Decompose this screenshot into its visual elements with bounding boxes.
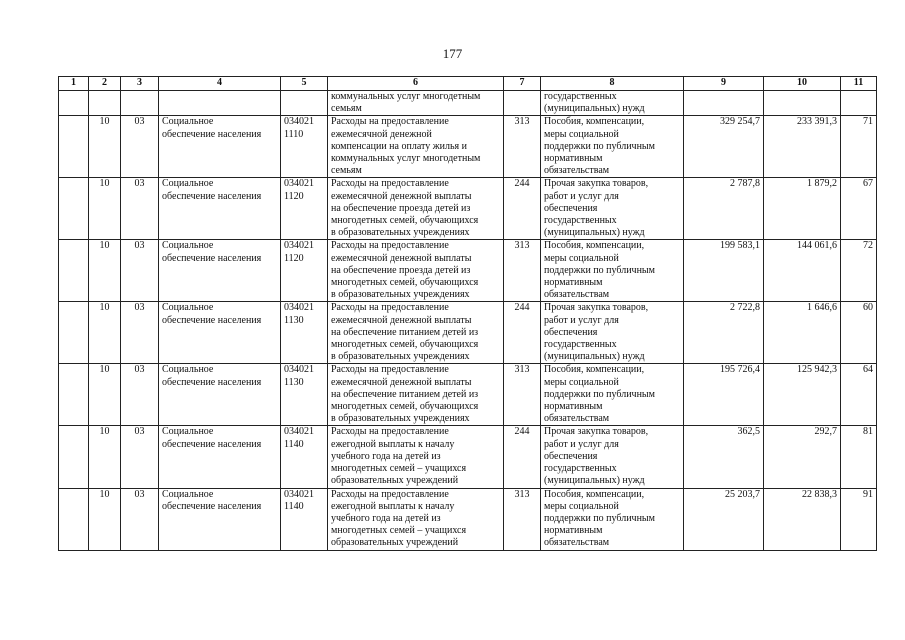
row-number-cell — [59, 302, 89, 364]
expense-description — [328, 302, 504, 364]
text-line: 1140 — [284, 500, 304, 512]
text-line: государственных — [544, 463, 617, 475]
expense-description — [328, 178, 504, 240]
text-line: Расходы на предоставление — [331, 178, 449, 190]
table-row — [59, 364, 877, 426]
section-code: 10 — [89, 426, 121, 488]
text-line: Прочая закупка товаров, — [544, 302, 649, 314]
column-header: 9 — [684, 77, 764, 91]
row-number-cell — [59, 178, 89, 240]
text-line: обеспечение населения — [162, 252, 262, 264]
expense-description — [328, 240, 504, 302]
text-line: нормативным — [544, 153, 603, 165]
text-line: в образовательных учреждениях — [331, 289, 470, 301]
executed-amount: 233 391,3 — [764, 116, 841, 178]
expense-type — [541, 364, 684, 426]
planned-amount: 329 254,7 — [684, 116, 764, 178]
budget-table — [58, 76, 877, 551]
target-article-code — [281, 364, 328, 426]
text-line: Расходы на предоставление — [331, 426, 449, 438]
expense-type — [541, 91, 684, 116]
text-line: коммунальных услуг многодетным — [331, 153, 481, 165]
page-number: 177 — [442, 46, 463, 61]
table-row — [59, 426, 877, 488]
execution-percent: 71 — [841, 116, 877, 178]
row-number-cell — [59, 426, 89, 488]
text-line: многодетных семей – учащихся — [331, 463, 467, 475]
text-line: Расходы на предоставление — [331, 364, 449, 376]
expense-type-code: 313 — [504, 364, 541, 426]
execution-percent: 72 — [841, 240, 877, 302]
text-line: ежемесячной денежной выплаты — [331, 190, 472, 202]
text-line: Социальное — [162, 178, 214, 190]
text-line: многодетных семей, обучающихся — [331, 215, 479, 227]
target-article-code — [281, 426, 328, 488]
text-line: (муниципальных) нужд — [544, 351, 645, 363]
text-line: Социальное — [162, 302, 214, 314]
text-line: в образовательных учреждениях — [331, 351, 470, 363]
subsection-code: 03 — [121, 240, 159, 302]
section-code: 10 — [89, 240, 121, 302]
executed-amount: 125 942,3 — [764, 364, 841, 426]
planned-amount: 199 583,1 — [684, 240, 764, 302]
target-article-code — [281, 302, 328, 364]
section-code: 10 — [89, 488, 121, 550]
table-row — [59, 240, 877, 302]
text-line: компенсации на оплату жилья и — [331, 140, 467, 152]
expense-type — [541, 178, 684, 240]
text-line: обеспечение населения — [162, 190, 262, 202]
text-line: Пособия, компенсации, — [544, 116, 645, 128]
text-line: семьям — [331, 103, 362, 115]
expense-description — [328, 364, 504, 426]
expense-description — [328, 426, 504, 488]
text-line: Прочая закупка товаров, — [544, 178, 649, 190]
column-header: 2 — [89, 77, 121, 91]
column-header: 5 — [281, 77, 328, 91]
section-name — [159, 364, 281, 426]
text-line: обязательствам — [544, 537, 610, 549]
text-line: обеспечения — [544, 202, 598, 214]
table-row — [59, 302, 877, 364]
expense-type-code: 244 — [504, 302, 541, 364]
expense-description — [328, 91, 504, 116]
section-code: 10 — [89, 116, 121, 178]
expense-type-code: 244 — [504, 178, 541, 240]
section-name — [159, 302, 281, 364]
text-line: на обеспечение питанием детей из — [331, 326, 479, 338]
text-line: ежемесячной денежной выплаты — [331, 314, 472, 326]
text-line: 1130 — [284, 376, 304, 388]
execution-percent: 81 — [841, 426, 877, 488]
text-line: на обеспечение проезда детей из — [331, 202, 471, 214]
subsection-code: 03 — [121, 302, 159, 364]
text-line: Пособия, компенсации, — [544, 488, 645, 500]
text-line: ежегодной выплаты к началу — [331, 438, 455, 450]
text-line: 034021 — [284, 364, 314, 376]
expense-type — [541, 426, 684, 488]
expense-type-code: 313 — [504, 240, 541, 302]
planned-amount: 2 722,8 — [684, 302, 764, 364]
section-code: 10 — [89, 364, 121, 426]
text-line: обеспечение населения — [162, 128, 262, 140]
text-line: меры социальной — [544, 252, 619, 264]
text-line: нормативным — [544, 525, 603, 537]
text-line: Расходы на предоставление — [331, 240, 449, 252]
text-line: семьям — [331, 165, 362, 177]
column-header: 1 — [59, 77, 89, 91]
row-number-cell — [59, 116, 89, 178]
text-line: Расходы на предоставление — [331, 488, 449, 500]
text-line: Социальное — [162, 488, 214, 500]
text-line: обеспечения — [544, 450, 598, 462]
text-line: нормативным — [544, 277, 603, 289]
text-line: многодетных семей, обучающихся — [331, 339, 479, 351]
target-article-code — [281, 240, 328, 302]
text-line: поддержки по публичным — [544, 512, 655, 524]
target-article-code — [281, 116, 328, 178]
text-line: меры социальной — [544, 376, 619, 388]
subsection-code: 03 — [121, 178, 159, 240]
subsection-code: 03 — [121, 116, 159, 178]
text-line: образовательных учреждений — [331, 537, 459, 549]
text-line: ежемесячной денежной выплаты — [331, 252, 472, 264]
expense-type-code: 244 — [504, 426, 541, 488]
text-line: обеспечения — [544, 326, 598, 338]
text-line: 034021 — [284, 116, 314, 128]
executed-amount: 22 838,3 — [764, 488, 841, 550]
executed-amount: 292,7 — [764, 426, 841, 488]
text-line: 034021 — [284, 178, 314, 190]
target-article-code — [281, 178, 328, 240]
text-line: 1130 — [284, 314, 304, 326]
column-header: 6 — [328, 77, 504, 91]
text-line: 1120 — [284, 190, 304, 202]
text-line: ежемесячной денежной выплаты — [331, 376, 472, 388]
text-line: 1110 — [284, 128, 304, 140]
text-line: 1140 — [284, 438, 304, 450]
text-line: 1120 — [284, 252, 304, 264]
text-line: обеспечение населения — [162, 376, 262, 388]
subsection-code: 03 — [121, 364, 159, 426]
expense-type-code: 313 — [504, 488, 541, 550]
subsection-code: 03 — [121, 426, 159, 488]
execution-percent: 64 — [841, 364, 877, 426]
text-line: 034021 — [284, 488, 314, 500]
text-line: (муниципальных) нужд — [544, 475, 645, 487]
execution-percent: 67 — [841, 178, 877, 240]
text-line: государственных — [544, 91, 617, 102]
planned-amount: 195 726,4 — [684, 364, 764, 426]
execution-percent: 91 — [841, 488, 877, 550]
table-row — [59, 488, 877, 550]
text-line: многодетных семей – учащихся — [331, 525, 467, 537]
text-line: образовательных учреждений — [331, 475, 459, 487]
subsection-code: 03 — [121, 488, 159, 550]
text-line: на обеспечение питанием детей из — [331, 388, 479, 400]
section-name — [159, 426, 281, 488]
text-line: поддержки по публичным — [544, 140, 655, 152]
text-line: Социальное — [162, 116, 214, 128]
text-line: коммунальных услуг многодетным — [331, 91, 481, 102]
text-line: обязательствам — [544, 289, 610, 301]
table-row — [59, 178, 877, 240]
column-header: 7 — [504, 77, 541, 91]
expense-type — [541, 302, 684, 364]
section-code: 10 — [89, 302, 121, 364]
section-name — [159, 116, 281, 178]
text-line: поддержки по публичным — [544, 264, 655, 276]
planned-amount: 2 787,8 — [684, 178, 764, 240]
section-name — [159, 240, 281, 302]
text-line: обеспечение населения — [162, 438, 262, 450]
text-line: работ и услуг для — [544, 190, 619, 202]
row-number-cell — [59, 364, 89, 426]
text-line: ежемесячной денежной — [331, 128, 432, 140]
text-line: работ и услуг для — [544, 314, 619, 326]
text-line: многодетных семей, обучающихся — [331, 401, 479, 413]
target-article-code — [281, 488, 328, 550]
text-line: Социальное — [162, 426, 214, 438]
execution-percent: 60 — [841, 302, 877, 364]
expense-type — [541, 240, 684, 302]
text-line: поддержки по публичным — [544, 388, 655, 400]
text-line: многодетных семей, обучающихся — [331, 277, 479, 289]
text-line: Расходы на предоставление — [331, 302, 449, 314]
executed-amount: 1 646,6 — [764, 302, 841, 364]
text-line: обязательствам — [544, 165, 610, 177]
continuation-row — [59, 91, 877, 116]
text-line: 034021 — [284, 426, 314, 438]
expense-type — [541, 488, 684, 550]
text-line: на обеспечение проезда детей из — [331, 264, 471, 276]
expense-description — [328, 116, 504, 178]
text-line: работ и услуг для — [544, 438, 619, 450]
column-header: 8 — [541, 77, 684, 91]
text-line: в образовательных учреждениях — [331, 227, 470, 239]
expense-type-code: 313 — [504, 116, 541, 178]
text-line: Социальное — [162, 240, 214, 252]
planned-amount: 25 203,7 — [684, 488, 764, 550]
text-line: Расходы на предоставление — [331, 116, 449, 128]
text-line: нормативным — [544, 401, 603, 413]
text-line: учебного года на детей из — [331, 512, 441, 524]
column-header: 3 — [121, 77, 159, 91]
text-line: Социальное — [162, 364, 214, 376]
expense-description — [328, 488, 504, 550]
executed-amount: 1 879,2 — [764, 178, 841, 240]
expense-type — [541, 116, 684, 178]
section-code: 10 — [89, 178, 121, 240]
text-line: обеспечение населения — [162, 500, 262, 512]
text-line: обеспечение населения — [162, 314, 262, 326]
row-number-cell — [59, 488, 89, 550]
text-line: в образовательных учреждениях — [331, 413, 470, 425]
text-line: Пособия, компенсации, — [544, 240, 645, 252]
text-line: учебного года на детей из — [331, 450, 441, 462]
column-header: 4 — [159, 77, 281, 91]
row-number-cell — [59, 240, 89, 302]
text-line: (муниципальных) нужд — [544, 227, 645, 239]
text-line: Прочая закупка товаров, — [544, 426, 649, 438]
column-header: 11 — [841, 77, 877, 91]
text-line: государственных — [544, 339, 617, 351]
text-line: 034021 — [284, 302, 314, 314]
text-line: государственных — [544, 215, 617, 227]
text-line: меры социальной — [544, 128, 619, 140]
column-header: 10 — [764, 77, 841, 91]
text-line: меры социальной — [544, 500, 619, 512]
text-line: обязательствам — [544, 413, 610, 425]
planned-amount: 362,5 — [684, 426, 764, 488]
text-line: 034021 — [284, 240, 314, 252]
header-row — [59, 77, 877, 91]
section-name — [159, 178, 281, 240]
text-line: Пособия, компенсации, — [544, 364, 645, 376]
text-line: (муниципальных) нужд — [544, 103, 645, 115]
executed-amount: 144 061,6 — [764, 240, 841, 302]
text-line: ежегодной выплаты к началу — [331, 500, 455, 512]
section-name — [159, 488, 281, 550]
table-row — [59, 116, 877, 178]
